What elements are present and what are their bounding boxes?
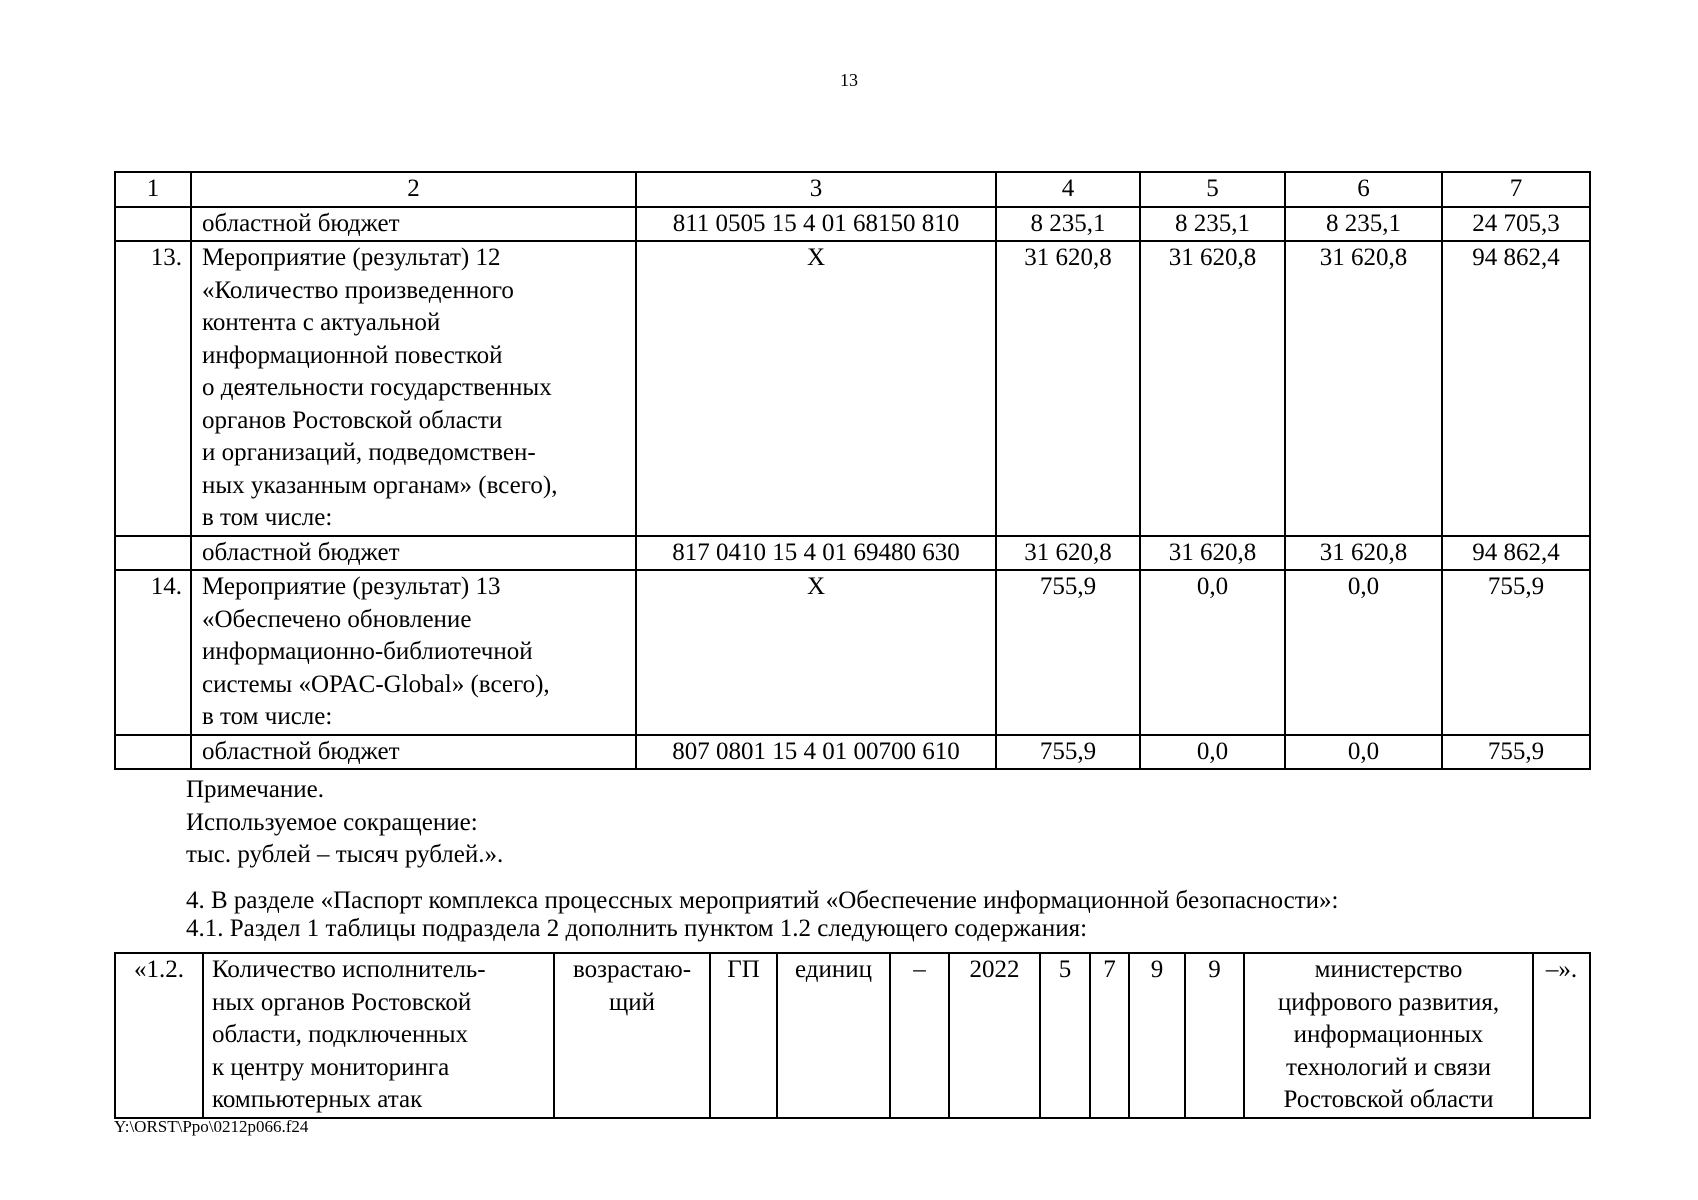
row-number — [115, 207, 191, 242]
row-number: 13. — [115, 241, 191, 536]
closing-mark: –». — [1533, 953, 1590, 1118]
table-row — [115, 536, 1590, 571]
file-path-footer: Y:\ORST\Ppo\0212p066.f24 — [114, 1117, 309, 1136]
table-row — [115, 570, 1590, 735]
row-number — [115, 536, 191, 571]
row-name: областной бюджет — [191, 207, 636, 242]
table-row — [115, 241, 1590, 536]
header-cell: 6 — [1285, 172, 1442, 207]
row-name: областной бюджет — [191, 735, 636, 770]
indicator-name: Количество исполнитель- ных органов Ростовской области, подключенных к центру мониторинга компьютерных атак — [203, 953, 554, 1118]
value-col-4: 755,9 — [996, 570, 1140, 735]
value-col-7: 94 862,4 — [1442, 241, 1590, 536]
header-cell: 5 — [1140, 172, 1285, 207]
value-col-4: 755,9 — [996, 735, 1140, 770]
value-col-6: 31 620,8 — [1285, 536, 1442, 571]
table-header-row — [115, 172, 1590, 207]
row-name: Мероприятие (результат) 12 «Количество произведенного контента с актуальной информационной повесткой о деятельности государственных органов Ростовской области и организаций, подведомствен- ных указанным органам» (всего), в том числе: — [191, 241, 636, 536]
responsible-body: министерство цифрового развития, информационных технологий и связи Ростовской области — [1244, 953, 1533, 1118]
indicator-unit: единиц — [777, 953, 890, 1118]
row-name: областной бюджет — [191, 536, 636, 571]
note-block — [186, 774, 503, 872]
indicator-value: 9 — [1129, 953, 1185, 1118]
row-number — [115, 735, 191, 770]
value-col-6: 8 235,1 — [1285, 207, 1442, 242]
budget-code: 817 0410 15 4 01 69480 630 — [636, 536, 996, 571]
indicator-row — [115, 953, 1590, 1118]
indicator-trend: возрастаю- щий — [554, 953, 710, 1118]
budget-code: X — [636, 570, 996, 735]
value-col-7: 755,9 — [1442, 570, 1590, 735]
value-col-7: 755,9 — [1442, 735, 1590, 770]
indicator-base-value: – — [890, 953, 949, 1118]
note-title: Примечание. — [186, 776, 325, 803]
note-abbreviation-label: Используемое сокращение: — [186, 808, 478, 836]
paragraph-4: 4. В разделе «Паспорт комплекса процессных мероприятий «Обеспечение информационной безопасности»: — [186, 887, 1339, 914]
indicator-value: 9 — [1185, 953, 1244, 1118]
page-number: 13 — [840, 70, 858, 90]
value-col-5: 31 620,8 — [1140, 241, 1285, 536]
value-col-4: 31 620,8 — [996, 536, 1140, 571]
note-abbreviation: тыс. рублей – тысяч рублей.». — [186, 841, 504, 868]
value-col-5: 8 235,1 — [1140, 207, 1285, 242]
header-cell: 3 — [636, 172, 996, 207]
value-col-5: 0,0 — [1140, 735, 1285, 770]
budget-code: 807 0801 15 4 01 00700 610 — [636, 735, 996, 770]
value-col-6: 31 620,8 — [1285, 241, 1442, 536]
header-cell: 2 — [191, 172, 636, 207]
indicator-level: ГП — [710, 953, 777, 1118]
value-col-5: 31 620,8 — [1140, 536, 1285, 571]
value-col-6: 0,0 — [1285, 735, 1442, 770]
value-col-7: 24 705,3 — [1442, 207, 1590, 242]
table-row — [115, 207, 1590, 242]
value-col-4: 31 620,8 — [996, 241, 1140, 536]
value-col-6: 0,0 — [1285, 570, 1442, 735]
row-number: 14. — [115, 570, 191, 735]
budget-code: 811 0505 15 4 01 68150 810 — [636, 207, 996, 242]
paragraph-4-1: 4.1. Раздел 1 таблицы подраздела 2 дополнить пунктом 1.2 следующего содержания: — [186, 915, 1088, 942]
value-col-5: 0,0 — [1140, 570, 1285, 735]
item-number: «1.2. — [115, 953, 203, 1118]
indicator-value: 7 — [1090, 953, 1129, 1118]
header-cell: 1 — [115, 172, 191, 207]
table-row — [115, 735, 1590, 770]
header-cell: 4 — [996, 172, 1140, 207]
row-name: Мероприятие (результат) 13 «Обеспечено обновление информационно-библиотечной системы «OPAC-Global» (всего), в том числе: — [191, 570, 636, 735]
value-col-7: 94 862,4 — [1442, 536, 1590, 571]
budget-table — [114, 171, 1591, 770]
indicator-value: 5 — [1040, 953, 1090, 1118]
indicator-table — [114, 952, 1591, 1119]
value-col-4: 8 235,1 — [996, 207, 1140, 242]
budget-code: X — [636, 241, 996, 536]
indicator-base-year: 2022 — [949, 953, 1040, 1118]
header-cell: 7 — [1442, 172, 1590, 207]
